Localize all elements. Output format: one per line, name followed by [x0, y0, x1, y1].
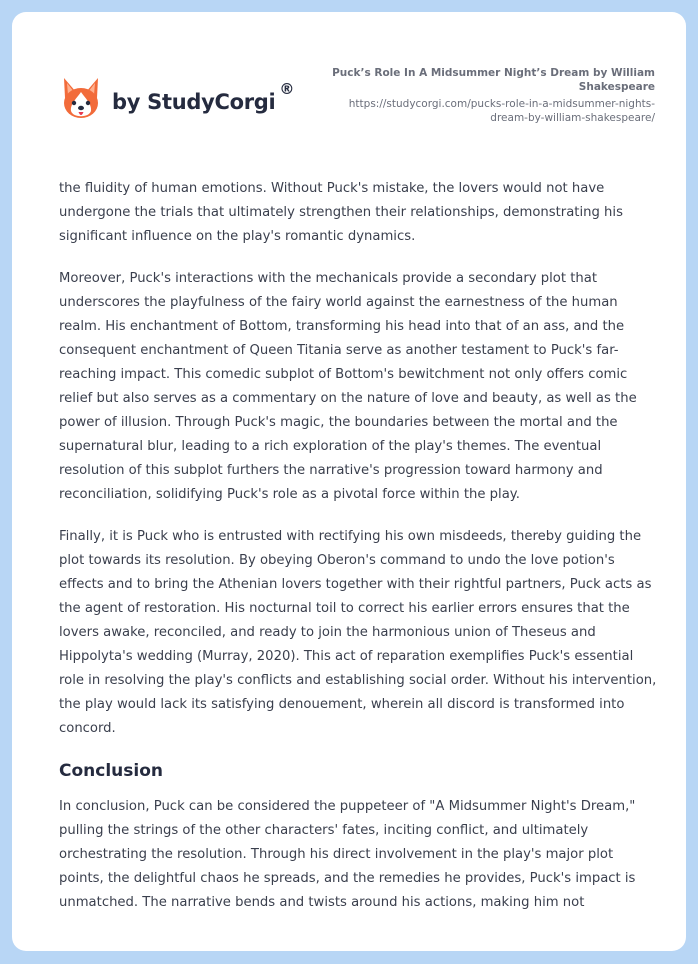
paragraph: Moreover, Puck's interactions with the mechanicals provide a secondary plot that underscores the playfulness of the fairy world against the earnestness of the human realm. His enchantment of Bottom, transforming his head into that of an ass, and the consequent enchantment of Queen Titania serve as another testament to Puck's far-reaching impact. This comedic subplot of Bottom's bewitchment not only offers comic relief but also serves as a commentary on the nature of love and beauty, as well as the power of illusion. Through Puck's magic, the boundaries between the mortal and the supernatural blur, leading to a rich exploration of the play's themes. The eventual resolution of this subplot furthers the narrative's progression toward harmony and reconciliation, solidifying Puck's role as a pivotal force within the play.: [59, 271, 637, 502]
document-url[interactable]: https://studycorgi.com/pucks-role-in-a-midsummer-nights-dream-by-william-shakespeare/: [348, 98, 655, 124]
conclusion-paragraph: In conclusion, Puck can be considered the puppeteer of "A Midsummer Night's Dream," pulling the strings of the other characters' fates, inciting conflict, and ultimately orchestrating the resolution. Through his direct involvement in the play's major plot points, the delightful chaos he spreads, and the remedies he provides, Puck's impact is unmatched. The narrative bends and twists around his actions, making him not: [59, 799, 636, 910]
brand-name: [112, 80, 295, 114]
studycorgi-logo[interactable]: [60, 76, 294, 122]
paragraph: Finally, it is Puck who is entrusted with rectifying his own misdeeds, thereby guiding the plot towards its resolution. By obeying Oberon's command to undo the love potion's effects and to bring the Athenian lovers together with their rightful partners, Puck acts as the agent of restoration. His nocturnal toil to correct his earlier errors ensures that the lovers awake, reconciled, and ready to join the harmonious union of Theseus and Hippolyta's wedding (Murray, 2020). This act of reparation exemplifies Puck's essential role in resolving the play's conflicts and establishing social order. Without his intervention, the play would lack its satisfying denouement, wherein all discord is transformed into concord.: [59, 529, 657, 736]
brand-text: by StudyCorgi: [112, 90, 276, 114]
registered-mark: ®: [279, 80, 295, 98]
document-title: Puck’s Role In A Midsummer Night’s Dream by William Shakespeare: [332, 67, 655, 93]
document-meta: [315, 66, 655, 125]
paragraph: the fluidity of human emotions. Without Puck's mistake, the lovers would not have undergone the trials that ultimately strengthen their relationships, demonstrating his significant influence on the play's romantic dynamics.: [59, 181, 623, 244]
conclusion-heading: Conclusion: [59, 761, 163, 781]
document-page: [12, 12, 686, 951]
article-body: [59, 177, 657, 933]
corgi-logo-icon: [60, 76, 102, 122]
